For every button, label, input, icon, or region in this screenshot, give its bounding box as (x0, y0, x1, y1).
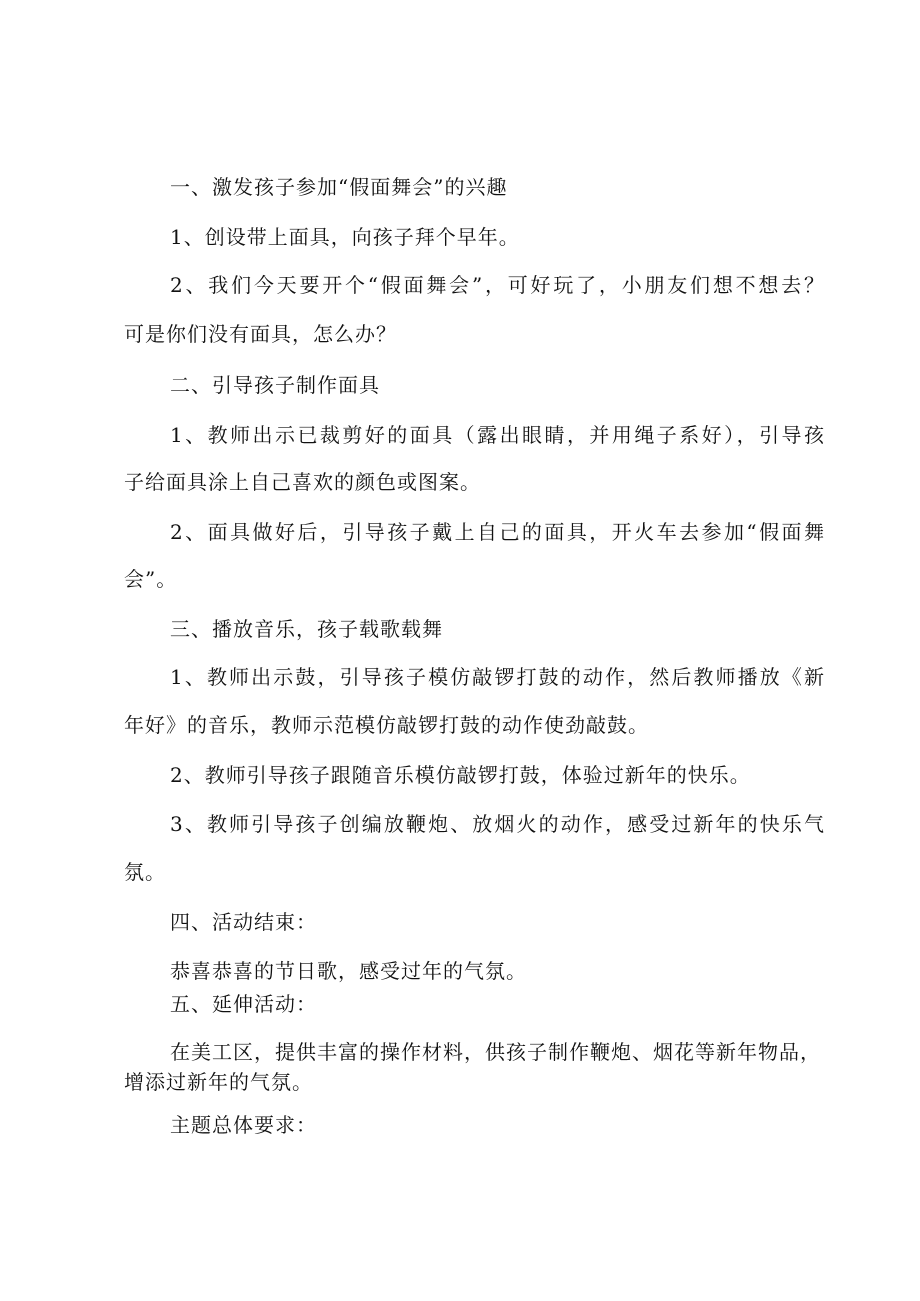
paragraph-line: 会”。 (124, 567, 178, 591)
paragraph-line: 2、教师引导孩子跟随音乐模仿敲锣打鼓，体验过新年的快乐。 (170, 763, 751, 787)
paragraph-line: 在美工区，提供丰富的操作材料，供孩子制作鞭炮、烟花等新年物品， (170, 1040, 821, 1064)
paragraph-line: 子给面具涂上自己喜欢的颜色或图案。 (124, 470, 481, 494)
section-heading-2: 二、引导孩子制作面具 (170, 373, 380, 397)
section-heading-4: 四、活动结束： (170, 910, 317, 934)
paragraph-line: 增添过新年的气氛。 (124, 1070, 313, 1094)
section-heading-1: 一、激发孩子参加“假面舞会”的兴趣 (170, 175, 508, 199)
paragraph-line: 可是你们没有面具，怎么办？ (124, 322, 397, 346)
paragraph-line: 氛。 (124, 860, 166, 884)
paragraph-line: 1、教师出示已裁剪好的面具（露出眼睛，并用绳子系好），引导孩 (170, 423, 824, 447)
paragraph-line: 1、教师出示鼓，引导孩子模仿敲锣打鼓的动作，然后教师播放《新 (170, 665, 824, 689)
paragraph-line: 3、教师引导孩子创编放鞭炮、放烟火的动作，感受过新年的快乐气 (170, 812, 824, 836)
paragraph-line: 2、面具做好后，引导孩子戴上自己的面具，开火车去参加“假面舞 (170, 520, 824, 544)
section-heading-5: 五、延伸活动： (170, 992, 317, 1016)
paragraph-line: 1、创设带上面具，向孩子拜个早年。 (170, 225, 520, 249)
paragraph-line: 年好》的音乐，教师示范模仿敲锣打鼓的动作使劲敲鼓。 (124, 713, 649, 737)
paragraph-line: 2、我们今天要开个“假面舞会”，可好玩了，小朋友们想不想去？ (170, 273, 824, 297)
paragraph-line: 恭喜恭喜的节日歌，感受过年的气氛。 (170, 959, 527, 983)
section-heading-6: 主题总体要求： (170, 1113, 317, 1137)
section-heading-3: 三、播放音乐，孩子载歌载舞 (170, 617, 443, 641)
